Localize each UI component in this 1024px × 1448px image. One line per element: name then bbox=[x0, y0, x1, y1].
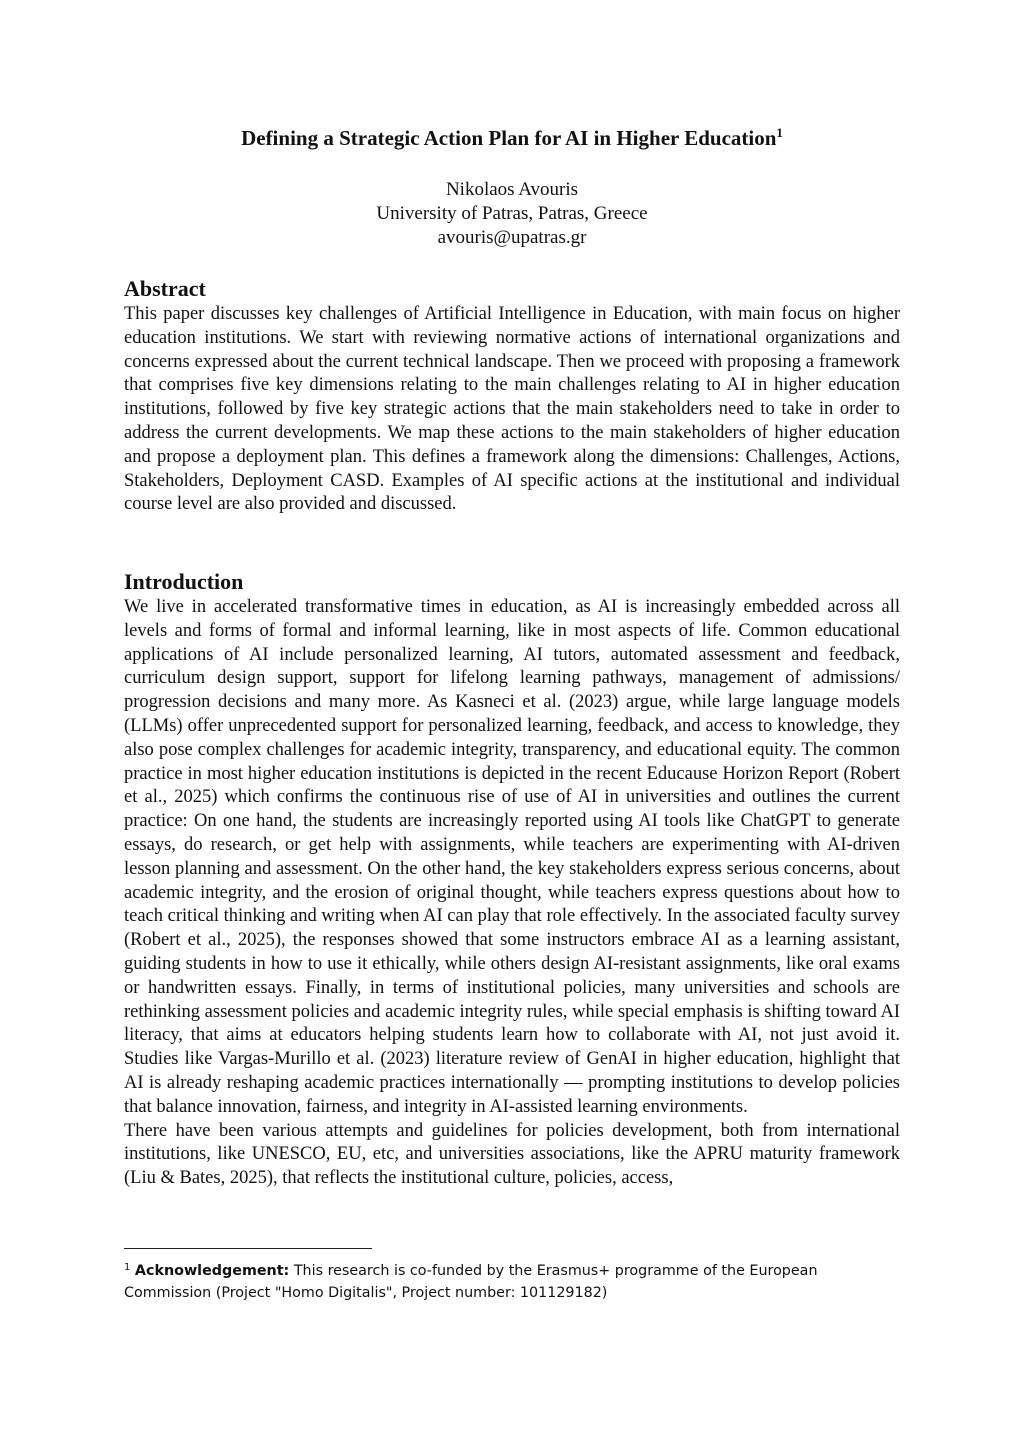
footnote-text-2: Commission (Project "Homo Digitalis", Project number: 101129182) bbox=[124, 1285, 608, 1301]
footnote-text-1: This research is co-funded by the Erasmus+ programme of the European bbox=[293, 1263, 818, 1279]
abstract-heading: Abstract bbox=[124, 276, 206, 301]
title-footnote-mark: 1 bbox=[776, 125, 783, 140]
title-text: Defining a Strategic Action Plan for AI in Higher Education bbox=[241, 126, 777, 150]
footnote-line-1 bbox=[124, 1260, 900, 1282]
author-email: avouris@upatras.gr bbox=[437, 227, 587, 248]
author-affiliation: University of Patras, Patras, Greece bbox=[376, 203, 648, 224]
footnote-mark: 1 bbox=[124, 1262, 131, 1273]
introduction-heading: Introduction bbox=[124, 569, 244, 594]
introduction-paragraph: We live in accelerated transformative times in education, as AI is increasingly embedded across all levels and forms of formal and informal learning, like in most aspects of life. Common educational applications of AI include personalized learning, AI tutors, automated assessment and feedback, curriculum design support, support for lifelong learning pathways, management of admissions/ progression decisions and many more. As Kasneci et al. (2023) argue, while large language models (LLMs) offer unprecedented support for personalized learning, feedback, and access to knowledge, they also pose complex challenges for academic integrity, transparency, and educational equity. The common practice in most higher education institutions is depicted in the recent Educause Horizon Report (Robert et al., 2025) which confirms the continuous rise of use of AI in universities and outlines the current practice: On one hand, the students are increasingly reported using AI tools like ChatGPT to generate essays, do research, or get help with assignments, while teachers are experimenting with AI-driven lesson planning and assessment. On the other hand, the key stakeholders express serious concerns, about academic integrity, and the erosion of original thought, while teachers express questions about how to teach critical thinking and writing when AI can play that role effectively. In the associated faculty survey (Robert et al., 2025), the responses showed that some instructors embrace AI as a learning assistant, guiding students in how to use it ethically, while others design AI-resistant assignments, like oral exams or handwritten essays. Finally, in terms of institutional policies, many universities and schools are rethinking assessment policies and academic integrity rules, while special emphasis is shifting toward AI literacy, that aims at educators helping students learn how to collaborate with AI, not just avoid it. Studies like Vargas-Murillo et al. (2023) literature review of GenAI in higher education, highlight that AI is already reshaping academic practices internationally — prompting institutions to develop policies that balance innovation, fairness, and integrity in AI-assisted learning environments. bbox=[124, 597, 900, 1117]
footnote-divider bbox=[124, 1248, 372, 1249]
footnote-label: Acknowledgement: bbox=[134, 1263, 290, 1279]
introduction-paragraph: There have been various attempts and guidelines for policies development, both from international institutions, like UNESCO, EU, etc, and universities associations, like the APRU maturity framework (Liu & Bates, 2025), that reflects the institutional culture, policies, access, bbox=[124, 1120, 900, 1189]
author-name: Nikolaos Avouris bbox=[445, 179, 579, 200]
paper-title bbox=[124, 124, 900, 152]
author-block bbox=[124, 178, 900, 250]
footnote bbox=[124, 1260, 900, 1304]
abstract-text: This paper discusses key challenges of Artificial Intelligence in Education, with main focus on higher education institutions. We start with reviewing normative actions of international organizations and concerns expressed about the current technical landscape. Then we proceed with proposing a framework that comprises five key dimensions relating to the main challenges relating to AI in higher education institutions, followed by five key strategic actions that the main stakeholders need to take in order to address the current developments. We map these actions to the main stakeholders of higher education and propose a deployment plan. This defines a framework along the dimensions: Challenges, Actions, Stakeholders, Deployment CASD. Examples of AI specific actions at the institutional and individual course level are also provided and discussed. bbox=[124, 304, 900, 515]
introduction-body bbox=[124, 596, 900, 1191]
